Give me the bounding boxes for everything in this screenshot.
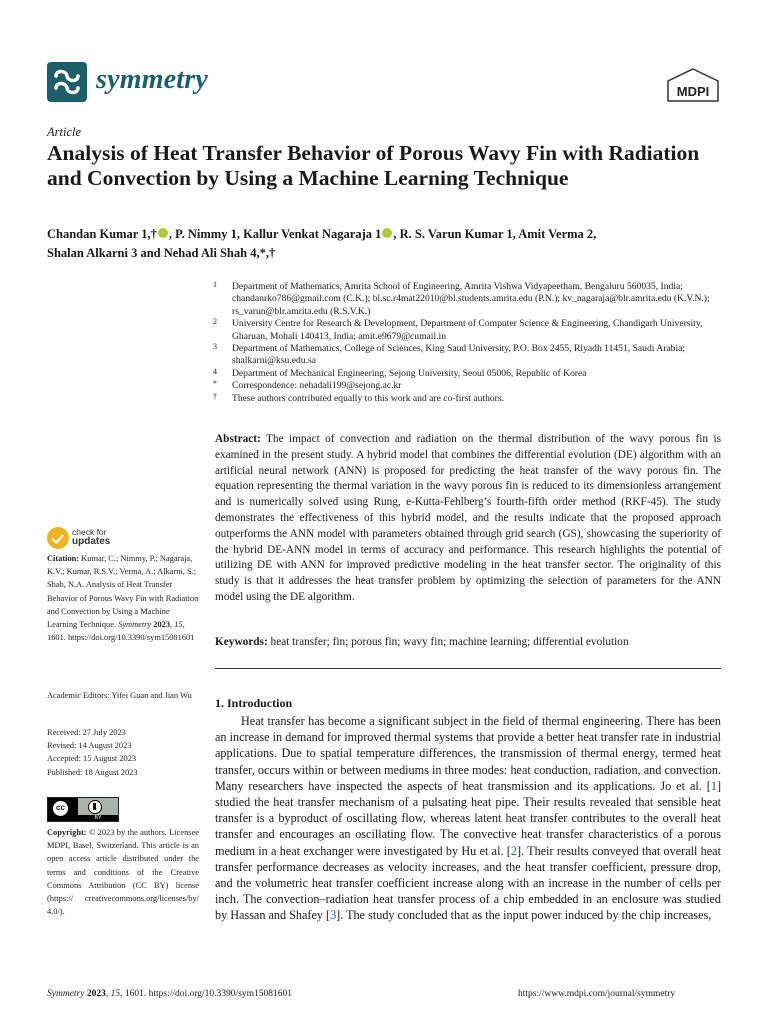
check-updates-line2: updates <box>72 536 111 547</box>
citation-journal: Symmetry <box>118 620 152 630</box>
affiliations <box>213 281 733 405</box>
citation-label: Citation: <box>47 554 80 563</box>
keywords-label: Keywords: <box>215 636 268 648</box>
author-text: , R. S. Varun Kumar 1, Amit Verma 2, <box>393 227 597 241</box>
affiliation-item <box>213 368 733 380</box>
abstract-text: The impact of convection and radiation on the thermal distribution of the wavy porous fin is examined in the present study. A hybrid model that combines the differential evolution (DE) algorithm with an artificial neural network (ANN) is proposed for predicting the heat transfer of the wavy porous fin. The equation representing the thermal variation in the wavy porous fin is reduced to its dimensionless arrangement and is numerically solved using Rung, e-Kutta-Fehlberg’s fourth-fifth order method (RKF-45). The study demonstrates the effectiveness of this hybrid model, and the results indicate that the proposed approach outperforms the ANN model with parameters obtained through grid search (GS), showcasing the superiority of the hybrid DE-ANN model in terms of accuracy and performance. This research highlights the potential of utilizing DE with ANN for improved predictive modeling in the heat transfer sector. The originality of this study is that it addresses the heat transfer problem by optimizing the selection of parameters for the ANN model using the DE algorithm. <box>215 433 721 603</box>
affiliation-text: Correspondence: nehadali199@sejong.ac.kr <box>232 380 402 392</box>
paragraph-text: ]. Their results conveyed that overall heat transfer performance decreases as velocity increases, and the heat transfer coefficient, pressure drop, and the volumetric heat transfer coefficient increase along with an increase in the number of cells per inch. The convection–radiation heat transfer process of a chip embedded in an enclosure was studied by Hassan and Shafey [ <box>215 843 721 923</box>
section-heading: 1. Introduction <box>215 696 293 710</box>
abstract-label: Abstract: <box>215 433 261 445</box>
academic-editors: Academic Editors: Yifei Guan and Jian Wu <box>47 691 192 700</box>
affiliation-item <box>213 393 733 405</box>
paper-title: Analysis of Heat Transfer Behavior of Porous Wavy Fin with Radiation and Convection by Using a Machine Learning Technique <box>47 141 700 190</box>
publisher-label: MDPI <box>676 84 710 99</box>
checkmark-icon <box>47 527 69 549</box>
footer-doi[interactable]: , 1601. https://doi.org/10.3390/sym15081601 <box>120 989 292 999</box>
citation-year: 2023 <box>153 620 170 630</box>
revised-date: Revised: 14 August 2023 <box>47 741 132 751</box>
affiliation-text: These authors contributed equally to this work and are co-first authors. <box>232 392 505 404</box>
affiliation-item <box>213 281 733 318</box>
affiliation-item <box>213 343 733 368</box>
citation-link[interactable]: 1 <box>710 778 717 793</box>
footer-year: 2023 <box>86 989 106 999</box>
affiliation-item <box>213 380 733 392</box>
cc-icon-panel <box>48 798 78 821</box>
paragraph-text: Heat transfer has become a significant subject in the field of thermal engineering. There has been an increase in demand for improved thermal systems that provide a better heat transfer rate in industrial applications. Due to spatial temperature differences, the transmission of thermal energy, termed heat transfer, occurs within or between mediums in three modes: heat conduction, radiation, and convection. Many researchers have inspected the aspects of heat transmission and its applications. Jo et al. [ <box>215 714 721 793</box>
citation-link[interactable]: 2 <box>510 843 517 858</box>
introduction-body <box>215 713 721 924</box>
affiliation-mark: * <box>213 379 217 389</box>
mdpi-logo-icon[interactable] <box>666 68 720 102</box>
citation-link[interactable]: 3 <box>330 908 337 923</box>
author-text: Chandan Kumar 1,† <box>47 227 157 241</box>
published-date: Published: 18 August 2023 <box>47 767 138 777</box>
check-updates-line1: check for <box>72 527 107 537</box>
affiliation-text: University Centre for Research & Development, Department of Computer Science & Engineering, Chandigarh University, Gharuan, Mohali 140413, India; amit.e9679@cumail.in <box>232 318 703 342</box>
by-label: BY <box>78 815 118 821</box>
section-divider <box>215 668 721 669</box>
affiliation-item <box>213 318 733 343</box>
check-for-updates-button[interactable] <box>47 527 167 549</box>
footer-journal-url[interactable]: https://www.mdpi.com/journal/symmetry <box>518 989 676 999</box>
keywords-text: heat transfer; fin; porous fin; wavy fin; machine learning; differential evolution <box>270 636 629 648</box>
cc-by-license-badge[interactable] <box>47 797 119 822</box>
article-type: Article <box>47 125 82 139</box>
orcid-icon[interactable] <box>382 228 392 238</box>
dates-block <box>47 726 199 779</box>
citation-doi[interactable]: , 1601. https://doi.org/10.3390/sym15081601 <box>47 620 195 643</box>
affiliation-text: Department of Mathematics, Amrita School of Engineering, Amrita Vishwa Vidyapeetham, Bengaluru 560035, India; chandanrko786@gmail.com (C.K.); bl.sc.r4mat22010@bl.students.amrita.edu (P.N.); kv_nagaraja@blr.amrita.edu (K.V.N.); rs_varun@blr.amrita.edu (R.S.V.K.) <box>232 281 710 317</box>
author-text: , P. Nimmy 1, Kallur Venkat Nagaraja 1 <box>168 227 382 241</box>
copyright-label: Copyright: <box>47 828 87 837</box>
affiliation-mark: 4 <box>213 366 217 376</box>
orcid-icon[interactable] <box>158 228 168 238</box>
footer-journal: Symmetry <box>47 989 85 999</box>
footer-citation: Symmetry 2023, 15, 1601. https://doi.org/10.3390/sym15081601 <box>47 989 292 999</box>
citation-volume: 15 <box>174 620 183 630</box>
affiliation-text: Department of Mechanical Engineering, Sejong University, Seoul 05006, Republic of Korea <box>232 367 587 379</box>
copyright-block <box>47 826 199 918</box>
introduction-paragraph <box>215 713 721 924</box>
affiliation-mark: 2 <box>213 317 217 327</box>
author-text: Shalan Alkarni 3 and Nehad Ali Shah 4,*,† <box>47 246 276 260</box>
affiliation-mark: 1 <box>213 280 217 289</box>
accepted-date: Accepted: 15 August 2023 <box>47 754 137 764</box>
symmetry-logo-icon <box>47 62 87 102</box>
citation-block: Citation: Kumar, C.; Nimmy, P.; Nagaraja, K.V.; Kumar, R.S.V.; Verma, A.; Alkarni, S.; Shah, N.A. Analysis of Heat Transfer Behavior of Porous Wavy Fin with Radiation and Convection by Using a Machine Learning Technique. Symmetry 2023, 15, 1601. https://doi.org/10.3390/sym15081601 <box>47 554 199 643</box>
copyright-text: © 2023 by the authors. Licensee MDPI, Basel, Switzerland. This article is an open access article distributed under the terms and conditions of the Creative Commons Attribution (CC BY) license (https:// creativecommons.org/licenses/by/ 4.0/). <box>47 828 199 917</box>
paragraph-text: ]. The study concluded that as the input power induced by the chip increases, <box>336 908 712 923</box>
attribution-icon <box>88 800 102 814</box>
affiliation-mark: † <box>213 391 217 401</box>
abstract <box>215 432 721 606</box>
received-date: Received: 27 July 2023 <box>47 728 126 737</box>
citation-text: Kumar, C.; Nimmy, P.; Nagaraja, K.V.; Kumar, R.S.V.; Verma, A.; Alkarni, S.; Shah, N.A. Analysis of Heat Transfer Behavior of Porous Wavy Fin with Radiation and Convection by Using a Machine Learning Technique. <box>47 554 199 630</box>
author-list <box>47 225 727 263</box>
journal-name[interactable]: symmetry <box>96 64 209 95</box>
affiliation-mark: 3 <box>213 342 217 352</box>
affiliation-text: Department of Mathematics, College of Sciences, King Saud University, P.O. Box 2455, Riyadh 11451, Saudi Arabia; shalkarni@ksu.edu.sa <box>232 343 686 367</box>
cc-icon: cc <box>52 800 69 817</box>
paragraph-text: ] studied the heat transfer mechanism of a pulsating heat pipe. Their results revealed that sensible heat transfer is a byproduct of oscillating flow, whereas latent heat transfer contributes to the overall heat transfer and encourages an oscillating flow. The convective heat transfer characteristics of a porous medium in a heat exchanger were investigated by Hu et al. [ <box>215 778 721 858</box>
footer-volume: 15 <box>110 989 121 999</box>
keywords <box>215 635 721 651</box>
